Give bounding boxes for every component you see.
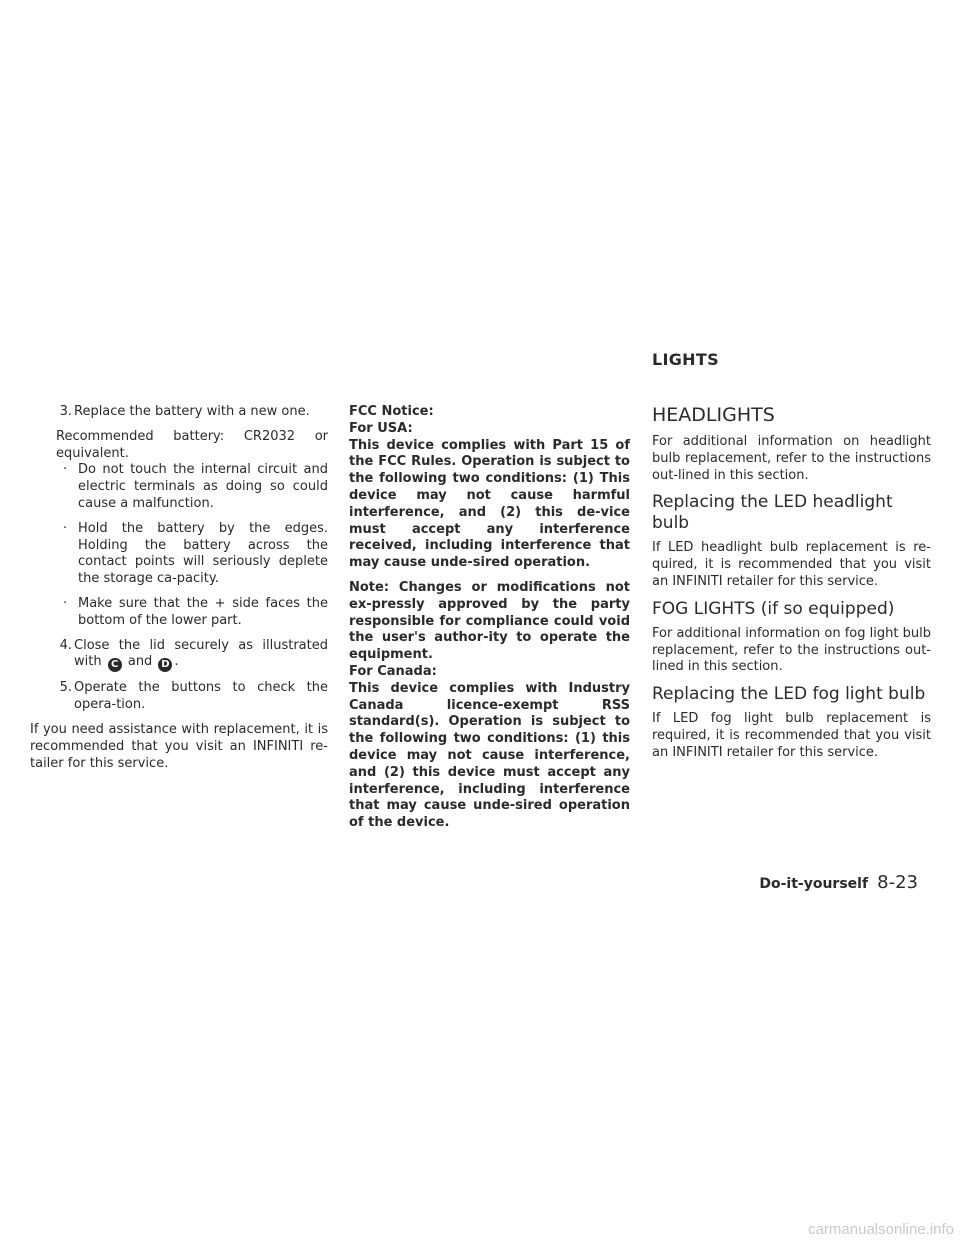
bullet-text: Hold the battery by the edges. Holding the battery across the contact points will seriously deplete the storage ca-pacity. (78, 520, 328, 587)
step-5 (30, 680, 328, 714)
watermark: carmanualsonline.info (808, 1221, 954, 1238)
step-text-part: . (174, 654, 179, 670)
canada-block (349, 664, 630, 832)
middle-column (349, 404, 630, 840)
bullet-dot: · (63, 520, 68, 536)
bullet-item (48, 521, 328, 588)
canada-label: For Canada: (349, 663, 437, 679)
headlights-text: For additional information on headlight bulb replacement, refer to the instructions out-lined in this section. (652, 434, 931, 483)
step-text-part: Close the lid securely as illustrated with (74, 637, 328, 670)
fcc-notice-title: FCC Notice: (349, 404, 434, 419)
marker-c-icon: C (108, 658, 122, 672)
led-fog-text: If LED fog light bulb replacement is required, it is recommended that you visit an INFINITI retailer for this service. (652, 711, 931, 760)
page-number: 8-23 (877, 872, 918, 893)
bullet-text: Do not touch the internal circuit and electric terminals as doing so could cause a malfunction. (78, 462, 328, 511)
step-text: Operate the buttons to check the opera-tion. (74, 680, 328, 713)
step-4 (30, 638, 328, 673)
bullet-dot: · (63, 595, 68, 611)
right-column (652, 404, 931, 762)
bullet-text: Make sure that the + side faces the bottom of the lower part. (78, 595, 328, 628)
step-text-part: and (123, 654, 157, 670)
marker-d-icon: D (158, 658, 172, 672)
footer-section-label: Do-it-yourself (759, 876, 869, 892)
bullet-item (48, 462, 328, 512)
step-3 (30, 404, 328, 421)
usa-text: This device complies with Part 15 of the FCC Rules. Operation is subject to the following two conditions: (1) This device may not cause harmful interference, and (2) this de-vice must accept any interference received, including interference that may cause unde-sired operation. (349, 437, 630, 571)
left-column (30, 404, 328, 772)
fog-lights-heading: FOG LIGHTS (if so equipped) (652, 598, 895, 619)
step-number: 4 . (32, 638, 72, 655)
section-title: LIGHTS (652, 350, 719, 369)
step-number: 5 . (32, 680, 72, 697)
led-fog-heading: Replacing the LED fog light bulb (652, 684, 926, 705)
fog-lights-text: For additional information on fog light bulb replacement, refer to the instructions out-lined in this section. (652, 625, 931, 675)
usa-label: For USA: (349, 420, 413, 436)
led-headlight-heading: Replacing the LED headlight bulb (652, 492, 893, 534)
closing-paragraph: If you need assistance with replacement, it is recommended that you visit an INFINITI re-tailer for this service. (30, 721, 328, 771)
led-headlight-text: If LED headlight bulb replacement is re-quired, it is recommended that you visit an INFINITI retailer for this service. (652, 540, 931, 589)
canada-text: This device complies with Industry Canada licence-exempt RSS standard(s). Operation is subject to the following two conditions: (1) this device may not cause interference, and (2) this device must accept any interference, including interference that may cause unde-sired operation of the device. (349, 680, 630, 831)
headlights-heading: HEADLIGHTS (652, 404, 775, 426)
step-text (74, 638, 328, 673)
step-text: Replace the battery with a new one. (74, 404, 310, 419)
step-number: 3 . (32, 404, 72, 421)
recommended-battery: Recommended battery: CR2032 or equivalent. (56, 428, 328, 461)
page-footer (759, 872, 918, 893)
note-text: Note: Changes or modifications not ex-pressly approved by the party responsible for compliance could void the user's author-ity to operate the equipment. (349, 579, 630, 663)
bullet-item (48, 596, 328, 630)
usa-block (349, 421, 630, 572)
bullet-dot: · (63, 462, 68, 478)
